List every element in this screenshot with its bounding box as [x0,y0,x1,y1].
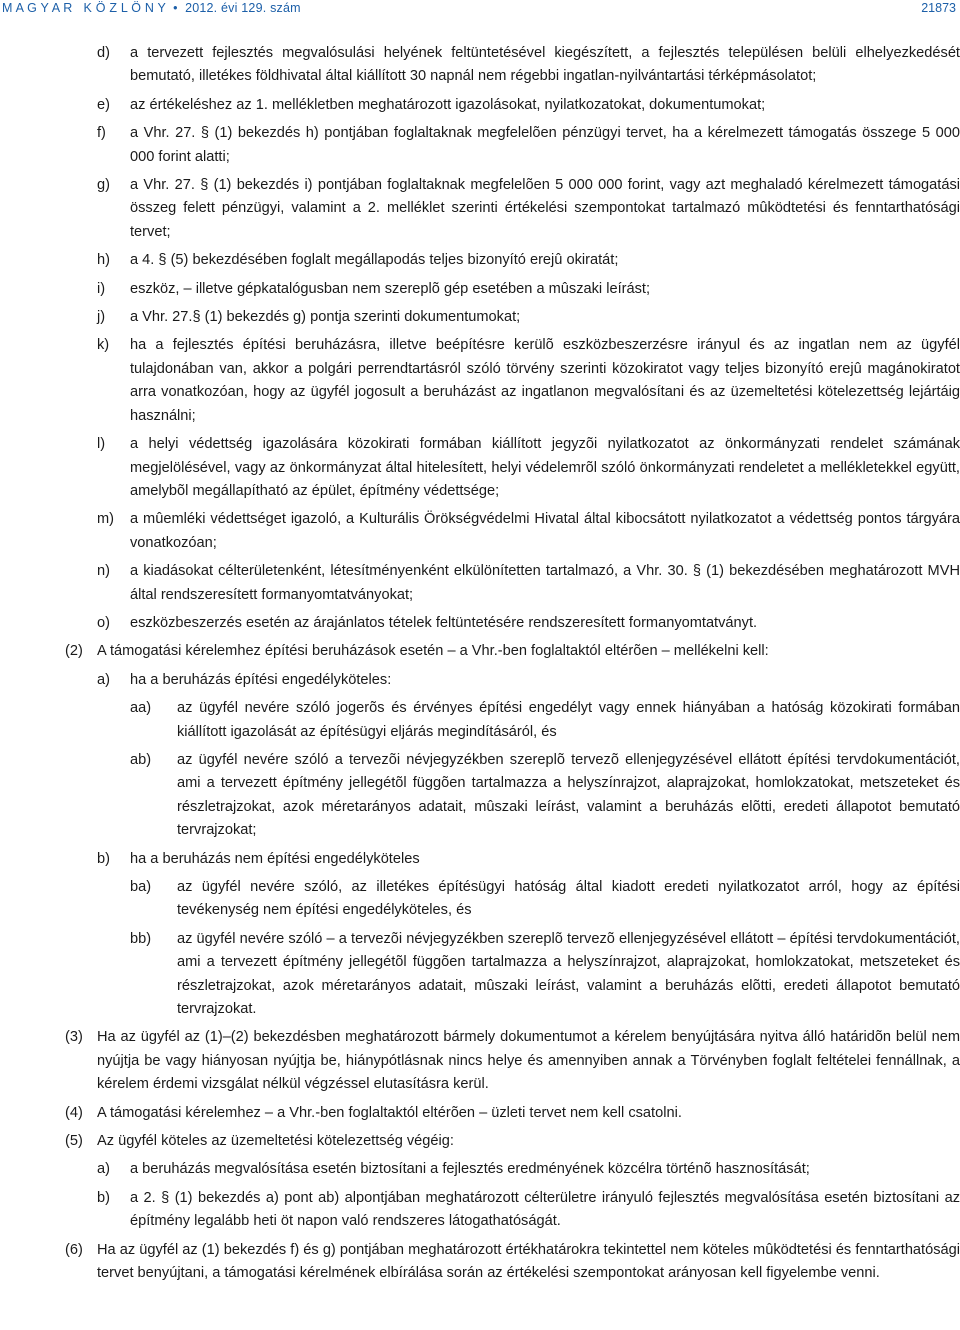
list-item-k: k) ha a fejlesztés építési beruházásra, illetve beépítésre kerülõ eszközbeszerzésre irányul és az ingatlan nem az ügyfél tulajdonában van, akkor a polgári perrendtartásról szóló törvény szerinti közokiratot vagy teljes bizonyító erejû magánokiratot arra vonatkozóan, hogy az ügyfél jogosult a beruházást az ingatlanon megvalósítani és az üzemeltetési kötelezettség lejártáig használni; [97,337,960,424]
page-number: 21873 [921,1,956,15]
list-item-i: i) eszköz, – illetve gépkatalógusban nem szereplõ gép esetében a mûszaki leírást; [97,280,651,297]
list-item-g: g) a Vhr. 27. § (1) bekezdés i) pontjában foglaltaknak megfelelõen 5 000 000 forint, vagy azt meghaladó kérelmezett támogatási összeg felett pénzügyi, valamint a 2. melléklet szerinti értékelési szempontokat tartalmazó mûködtetési és fenntarthatósági tervet; [97,177,960,240]
list-item-e: e) az értékeléshez az 1. mellékletben meghatározott igazolásokat, nyilatkozatokat, dokumentumokat; [97,96,766,113]
list-item-j: j) a Vhr. 27.§ (1) bekezdés g) pontja szerinti dokumentumokat; [97,309,521,326]
paragraph-2-item-bb: bb) az ügyfél nevére szóló – a tervezõi névjegyzékben szereplõ tervezõ ellenjegyzésével ellátott – építési tervdokumentációt, ami a tervezett építmény jellegétõl függõen tartalmazza a helyszínrajzot, alaprajzokat, homlokzatokat, metszeteket és részletrajzokat, azok méretarányos adatait, mûszaki leírást, valamint a beruházás elõtti, eredeti állapotot bemutató tervrajzokat. [130,930,960,1018]
paragraph-5-item-a: a) a beruházás megvalósítása esetén biztosítani a fejlesztés eredményének közcélra történõ hasznosítását; [97,1161,810,1178]
paragraph-6: (6) Ha az ügyfél az (1) bekezdés f) és g) pontjában meghatározott értékhatárokra tekintettel nem köteles mûködtetési és fenntarthatósági tervet benyújtani, a támogatási kérelmének elbírálása során az értékelési szempontokat arányosan kell figyelembe venni. [65,1241,960,1282]
paragraph-2-item-b: b) ha a beruházás nem építési engedélyköteles [97,850,420,867]
list-item-o: o) eszközbeszerzés esetén az árajánlatos tételek feltüntetésére rendszeresített formanyomtatványt. [97,614,758,631]
paragraph-5: (5) Az ügyfél köteles az üzemeltetési kötelezettség végéig: [65,1133,454,1150]
paragraph-4: (4) A támogatási kérelemhez – a Vhr.-ben foglaltaktól eltérõen – üzleti tervet nem kell csatolni. [65,1104,682,1121]
list-item-f: f) a Vhr. 27. § (1) bekezdés h) pontjában foglaltaknak megfelelõen pénzügyi tervet, ha a kérelmezett támogatás összege 5 000 000 forint alatti; [97,125,960,165]
document-body [0,42,960,1291]
list-item-h: h) a 4. § (5) bekezdésében foglalt megállapodás teljes bizonyító erejû okiratát; [97,252,619,269]
paragraph-2-item-a: a) ha a beruházás építési engedélyköteles: [97,671,392,688]
list-item-d: d) a tervezett fejlesztés megvalósulási helyének feltüntetésével kiegészített, a fejlesztés településen belüli elhelyezkedését bemutató, illetékes földhivatal által kiállított 30 napnál nem régebbi ingatlan-nyilvántartási térképmásolatot; [97,45,960,85]
list-item-l: l) a helyi védettség igazolására közokirati formában kiállított jegyzõi nyilatkozatot az önkormányzati rendelet számának megjelölésével, vagy az önkormányzat által hitelesített, helyi védelemrõl szóló önkormányzati rendeletet a mellékletekkel együtt, amelybõl megállapítható az épület, építmény védettsége; [97,436,960,499]
journal-title: M A G Y A R K Ö Z L Ö N Y • 2012. évi 129. szám [2,1,301,15]
paragraph-2-item-aa: aa) az ügyfél nevére szóló jogerõs és érvényes építési engedélyt vagy ennek hiányában a hatóság közokirati formában kiállított igazolását az építésügyi eljárás megindításáról, és [130,700,960,740]
list-item-m: m) a mûemléki védettséget igazoló, a Kulturális Örökségvédelmi Hivatal által kibocsátott nyilatkozatot a védettség pontos tárgyára vonatkozóan; [97,511,960,551]
paragraph-2-item-ab: ab) az ügyfél nevére szóló a tervezõi névjegyzékben szereplõ tervezõ ellenjegyzésével ellátott építési tervdokumentációt, ami a tervezett építmény jellegétõl függõen tartalmazza a helyszínrajzot, alaprajzokat, homlokzatokat, metszeteket és részletrajzokat, azok méretarányos adatait, mûszaki leírást, valamint a beruházás elõtti, eredeti állapotot bemutató tervrajzokat; [130,751,960,839]
page-header [0,0,960,22]
paragraph-3: (3) Ha az ügyfél az (1)–(2) bekezdésben meghatározott bármely dokumentumot a kérelem benyújtására nyitva álló határidõn belül nem nyújtja be vagy hiányosan nyújtja be, hiánypótlásnak nincs helye és amennyiben annak a Törvényben foglalt feltételei fennállnak, a kérelem érdemi vizsgálat nélkül végzéssel elutasításra kerül. [65,1029,960,1093]
paragraph-5-item-b: b) a 2. § (1) bekezdés a) pont ab) alpontjában meghatározott célterületre irányuló fejlesztés megvalósítása esetén biztosítani az építmény legalább heti öt napon való rendszeres látogathatóságát. [97,1189,960,1230]
list-item-n: n) a kiadásokat célterületenként, létesítményenként elkülönítetten tartalmazó, a Vhr. 30. § (1) bekezdésében meghatározott MVH által rendszeresített formanyomtatványokat; [97,563,960,603]
paragraph-2: (2) A támogatási kérelemhez építési beruházások esetén – a Vhr.-ben foglaltaktól eltérõen – mellékelni kell: [65,643,769,660]
paragraph-2-item-ba: ba) az ügyfél nevére szóló, az illetékes építésügyi hatóság által kiadott eredeti nyilatkozatot arról, hogy az építési tevékenység nem építési engedélyköteles, és [130,879,960,919]
